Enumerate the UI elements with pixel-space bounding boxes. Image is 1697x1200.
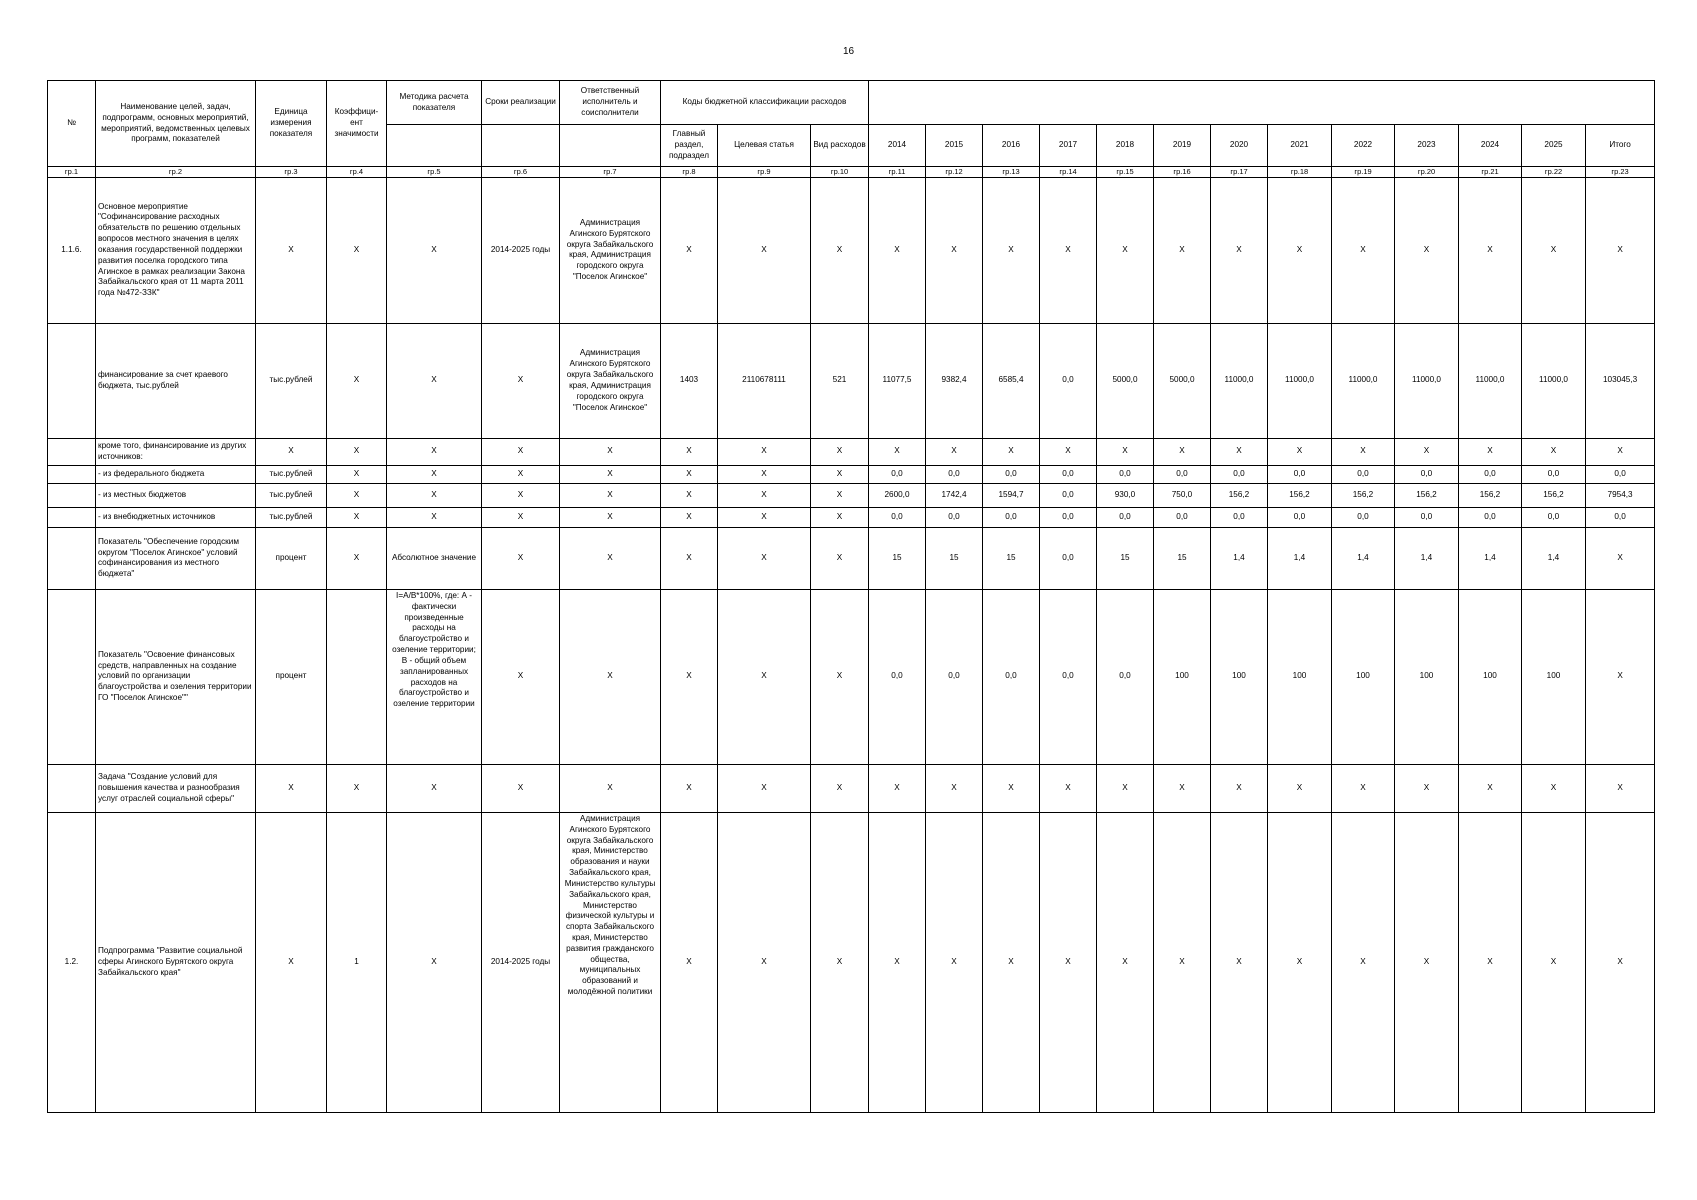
cell-year-value: Х bbox=[926, 177, 983, 323]
indicators-table bbox=[47, 80, 1655, 1113]
cell-kind: Х bbox=[811, 812, 869, 1112]
cell-article: Х bbox=[718, 812, 811, 1112]
cell-total: 0,0 bbox=[1586, 507, 1655, 527]
cell-unit: тыс.рублей bbox=[256, 323, 327, 438]
cell-method: Х bbox=[387, 507, 482, 527]
header-years-group bbox=[869, 81, 1655, 125]
cell-terms: Х bbox=[482, 323, 560, 438]
header-method-blank bbox=[387, 125, 482, 167]
cell-year-value: 100 bbox=[1395, 589, 1459, 764]
cell-year-value: Х bbox=[1395, 812, 1459, 1112]
cell-article: Х bbox=[718, 177, 811, 323]
cell-year-value: Х bbox=[983, 764, 1040, 812]
cell-name: - из местных бюджетов bbox=[96, 483, 256, 507]
table-row bbox=[48, 527, 1655, 589]
cell-year-value: 11000,0 bbox=[1211, 323, 1268, 438]
cell-year-value: 0,0 bbox=[1040, 527, 1097, 589]
cell-section: Х bbox=[661, 177, 718, 323]
header-method: Методика расчета показателя bbox=[387, 81, 482, 125]
cell-year-value: 0,0 bbox=[1040, 483, 1097, 507]
header-coef: Коэффици-ент значимости bbox=[327, 81, 387, 167]
cell-resp: Администрация Агинского Бурятского округа Забайкальского края, Администрация городского округа "Поселок Агинское" bbox=[560, 323, 661, 438]
cell-year-value: 1742,4 bbox=[926, 483, 983, 507]
cell-year-value: 100 bbox=[1154, 589, 1211, 764]
cell-total: Х bbox=[1586, 764, 1655, 812]
cell-year-value: Х bbox=[1154, 177, 1211, 323]
cell-year-value: Х bbox=[1332, 438, 1395, 465]
cell-unit: процент bbox=[256, 589, 327, 764]
cell-method: Х bbox=[387, 483, 482, 507]
col-number: гр.7 bbox=[560, 167, 661, 178]
cell-total: 0,0 bbox=[1586, 465, 1655, 483]
cell-kind: Х bbox=[811, 764, 869, 812]
col-number: гр.20 bbox=[1395, 167, 1459, 178]
cell-year-value: 100 bbox=[1211, 589, 1268, 764]
cell-terms: Х bbox=[482, 465, 560, 483]
cell-year-value: 11077,5 bbox=[869, 323, 926, 438]
cell-year-value: 156,2 bbox=[1395, 483, 1459, 507]
cell-year-value: 100 bbox=[1459, 589, 1522, 764]
cell-year-value: 1594,7 bbox=[983, 483, 1040, 507]
cell-coef: Х bbox=[327, 507, 387, 527]
cell-year-value: 0,0 bbox=[1097, 507, 1154, 527]
cell-resp: Х bbox=[560, 465, 661, 483]
cell-year-value: 11000,0 bbox=[1459, 323, 1522, 438]
cell-coef: Х bbox=[327, 764, 387, 812]
col-number: гр.17 bbox=[1211, 167, 1268, 178]
cell-section: Х bbox=[661, 507, 718, 527]
cell-kind: Х bbox=[811, 589, 869, 764]
cell-article: Х bbox=[718, 589, 811, 764]
cell-year-value: Х bbox=[1395, 764, 1459, 812]
cell-terms: Х bbox=[482, 483, 560, 507]
cell-year-value: 100 bbox=[1522, 589, 1586, 764]
cell-year-value: Х bbox=[1154, 438, 1211, 465]
col-number: гр.18 bbox=[1268, 167, 1332, 178]
table-row bbox=[48, 507, 1655, 527]
cell-section: 1403 bbox=[661, 323, 718, 438]
cell-year-value: Х bbox=[1459, 812, 1522, 1112]
cell-year-value: 0,0 bbox=[1459, 507, 1522, 527]
cell-name: Задача "Создание условий для повышения качества и разнообразия услуг отраслей социальной сферы" bbox=[96, 764, 256, 812]
cell-year-value: Х bbox=[1154, 764, 1211, 812]
cell-method: Х bbox=[387, 812, 482, 1112]
col-number: гр.15 bbox=[1097, 167, 1154, 178]
header-year: 2019 bbox=[1154, 125, 1211, 167]
cell-kind: Х bbox=[811, 465, 869, 483]
cell-kind: Х bbox=[811, 527, 869, 589]
cell-unit: Х bbox=[256, 177, 327, 323]
cell-year-value: 156,2 bbox=[1211, 483, 1268, 507]
cell-year-value: Х bbox=[1268, 438, 1332, 465]
cell-coef: Х bbox=[327, 177, 387, 323]
cell-year-value: 0,0 bbox=[983, 589, 1040, 764]
cell-year-value: Х bbox=[1211, 177, 1268, 323]
cell-num bbox=[48, 764, 96, 812]
cell-year-value: Х bbox=[1395, 438, 1459, 465]
cell-year-value: 0,0 bbox=[1040, 465, 1097, 483]
table-row bbox=[48, 438, 1655, 465]
table-row bbox=[48, 177, 1655, 323]
cell-total: Х bbox=[1586, 812, 1655, 1112]
cell-year-value: Х bbox=[869, 764, 926, 812]
cell-terms: 2014-2025 годы bbox=[482, 177, 560, 323]
cell-terms: 2014-2025 годы bbox=[482, 812, 560, 1112]
cell-year-value: 15 bbox=[1154, 527, 1211, 589]
cell-article: Х bbox=[718, 483, 811, 507]
table-row bbox=[48, 465, 1655, 483]
cell-method: I=A/B*100%, где: А - фактически произведенные расходы на благоустройство и озеление территории; В - общий объем запланированных расходов на благоустройство и озеление территории bbox=[387, 589, 482, 764]
cell-total: 7954,3 bbox=[1586, 483, 1655, 507]
cell-year-value: Х bbox=[1459, 177, 1522, 323]
cell-year-value: Х bbox=[1211, 812, 1268, 1112]
cell-article: Х bbox=[718, 507, 811, 527]
cell-method: Х bbox=[387, 764, 482, 812]
cell-terms: Х bbox=[482, 507, 560, 527]
column-numbers-row bbox=[48, 167, 1655, 178]
cell-resp: Х bbox=[560, 438, 661, 465]
header-name: Наименование целей, задач, подпрограмм, основных мероприятий, мероприятий, ведомственных целевых программ, показателей bbox=[96, 81, 256, 167]
cell-name: кроме того, финансирование из других источников: bbox=[96, 438, 256, 465]
cell-year-value: Х bbox=[1040, 764, 1097, 812]
cell-year-value: 0,0 bbox=[926, 589, 983, 764]
cell-year-value: 0,0 bbox=[1211, 507, 1268, 527]
cell-year-value: 1,4 bbox=[1395, 527, 1459, 589]
cell-year-value: 930,0 bbox=[1097, 483, 1154, 507]
cell-year-value: Х bbox=[983, 438, 1040, 465]
cell-year-value: Х bbox=[1332, 177, 1395, 323]
cell-section: Х bbox=[661, 589, 718, 764]
cell-year-value: 0,0 bbox=[1332, 507, 1395, 527]
header-year: 2024 bbox=[1459, 125, 1522, 167]
cell-year-value: 0,0 bbox=[1459, 465, 1522, 483]
cell-year-value: 0,0 bbox=[983, 465, 1040, 483]
cell-terms: Х bbox=[482, 438, 560, 465]
cell-unit: Х bbox=[256, 812, 327, 1112]
cell-year-value: Х bbox=[983, 177, 1040, 323]
cell-terms: Х bbox=[482, 527, 560, 589]
cell-year-value: 0,0 bbox=[926, 507, 983, 527]
cell-num bbox=[48, 465, 96, 483]
header-year: 2020 bbox=[1211, 125, 1268, 167]
cell-year-value: 11000,0 bbox=[1268, 323, 1332, 438]
header-resp-blank bbox=[560, 125, 661, 167]
cell-year-value: 750,0 bbox=[1154, 483, 1211, 507]
cell-unit: Х bbox=[256, 764, 327, 812]
cell-method: Х bbox=[387, 323, 482, 438]
cell-article: Х bbox=[718, 465, 811, 483]
cell-year-value: 1,4 bbox=[1268, 527, 1332, 589]
cell-year-value: Х bbox=[983, 812, 1040, 1112]
col-number: гр.1 bbox=[48, 167, 96, 178]
header-section: Главный раздел, подраздел bbox=[661, 125, 718, 167]
col-number: гр.22 bbox=[1522, 167, 1586, 178]
header-year: 2014 bbox=[869, 125, 926, 167]
cell-year-value: Х bbox=[1040, 438, 1097, 465]
cell-year-value: 9382,4 bbox=[926, 323, 983, 438]
cell-year-value: Х bbox=[1040, 177, 1097, 323]
cell-year-value: Х bbox=[1332, 764, 1395, 812]
cell-unit: процент bbox=[256, 527, 327, 589]
cell-num: 1.1.6. bbox=[48, 177, 96, 323]
cell-article: 2110678111 bbox=[718, 323, 811, 438]
col-number: гр.4 bbox=[327, 167, 387, 178]
cell-num: 1.2. bbox=[48, 812, 96, 1112]
cell-year-value: 5000,0 bbox=[1154, 323, 1211, 438]
cell-year-value: Х bbox=[869, 438, 926, 465]
cell-year-value: 100 bbox=[1268, 589, 1332, 764]
cell-total: Х bbox=[1586, 177, 1655, 323]
cell-terms: Х bbox=[482, 764, 560, 812]
cell-resp: Х bbox=[560, 527, 661, 589]
cell-year-value: Х bbox=[1211, 764, 1268, 812]
cell-year-value: Х bbox=[926, 764, 983, 812]
cell-year-value: 0,0 bbox=[1154, 507, 1211, 527]
cell-year-value: 0,0 bbox=[1395, 507, 1459, 527]
header-article: Целевая статья bbox=[718, 125, 811, 167]
col-number: гр.3 bbox=[256, 167, 327, 178]
cell-year-value: Х bbox=[1154, 812, 1211, 1112]
cell-year-value: 2600,0 bbox=[869, 483, 926, 507]
cell-year-value: 11000,0 bbox=[1332, 323, 1395, 438]
cell-year-value: Х bbox=[1268, 177, 1332, 323]
col-number: гр.11 bbox=[869, 167, 926, 178]
header-total: Итого bbox=[1586, 125, 1655, 167]
cell-method: Абсолютное значение bbox=[387, 527, 482, 589]
col-number: гр.5 bbox=[387, 167, 482, 178]
cell-resp: Администрация Агинского Бурятского округа Забайкальского края, Министерство образования и науки Забайкальского края, Министерство культуры Забайкальского края, Министерство физической культуры и спорта Забайкальского края, Министерство развития гражданского общества, муниципальных образований и молодёжной политики bbox=[560, 812, 661, 1112]
cell-num bbox=[48, 589, 96, 764]
table-row bbox=[48, 764, 1655, 812]
cell-year-value: 0,0 bbox=[1040, 589, 1097, 764]
page-number: 16 bbox=[842, 46, 855, 57]
cell-section: Х bbox=[661, 465, 718, 483]
cell-year-value: 156,2 bbox=[1268, 483, 1332, 507]
cell-total: Х bbox=[1586, 438, 1655, 465]
cell-year-value: Х bbox=[1097, 764, 1154, 812]
cell-coef: 1 bbox=[327, 812, 387, 1112]
cell-year-value: 1,4 bbox=[1211, 527, 1268, 589]
cell-year-value: Х bbox=[1332, 812, 1395, 1112]
cell-kind: 521 bbox=[811, 323, 869, 438]
cell-year-value: 6585,4 bbox=[983, 323, 1040, 438]
cell-year-value: Х bbox=[1040, 812, 1097, 1112]
cell-year-value: 1,4 bbox=[1332, 527, 1395, 589]
cell-coef: Х bbox=[327, 465, 387, 483]
cell-resp: Х bbox=[560, 589, 661, 764]
cell-year-value: 0,0 bbox=[1040, 323, 1097, 438]
cell-method: Х bbox=[387, 177, 482, 323]
cell-name: - из федерального бюджета bbox=[96, 465, 256, 483]
cell-year-value: 11000,0 bbox=[1395, 323, 1459, 438]
col-number: гр.23 bbox=[1586, 167, 1655, 178]
cell-year-value: 0,0 bbox=[1395, 465, 1459, 483]
header-year: 2018 bbox=[1097, 125, 1154, 167]
cell-name: Показатель "Освоение финансовых средств, направленных на создание условий по организации благоустройства и озеления территории ГО "Поселок Агинское"" bbox=[96, 589, 256, 764]
col-number: гр.8 bbox=[661, 167, 718, 178]
col-number: гр.9 bbox=[718, 167, 811, 178]
cell-year-value: Х bbox=[926, 438, 983, 465]
cell-article: Х bbox=[718, 764, 811, 812]
cell-year-value: 1,4 bbox=[1522, 527, 1586, 589]
cell-year-value: Х bbox=[1268, 764, 1332, 812]
cell-year-value: Х bbox=[1097, 438, 1154, 465]
table-row bbox=[48, 812, 1655, 1112]
header-year: 2017 bbox=[1040, 125, 1097, 167]
col-number: гр.6 bbox=[482, 167, 560, 178]
cell-terms: Х bbox=[482, 589, 560, 764]
cell-year-value: Х bbox=[869, 812, 926, 1112]
cell-year-value: Х bbox=[1522, 764, 1586, 812]
cell-kind: Х bbox=[811, 483, 869, 507]
cell-year-value: 100 bbox=[1332, 589, 1395, 764]
cell-year-value: 0,0 bbox=[1040, 507, 1097, 527]
cell-year-value: 0,0 bbox=[1097, 465, 1154, 483]
cell-year-value: 15 bbox=[869, 527, 926, 589]
cell-year-value: Х bbox=[1268, 812, 1332, 1112]
cell-year-value: Х bbox=[1522, 438, 1586, 465]
col-number: гр.10 bbox=[811, 167, 869, 178]
cell-total: Х bbox=[1586, 589, 1655, 764]
cell-year-value: Х bbox=[1459, 764, 1522, 812]
header-year: 2021 bbox=[1268, 125, 1332, 167]
cell-section: Х bbox=[661, 527, 718, 589]
cell-unit: тыс.рублей bbox=[256, 483, 327, 507]
cell-resp: Х bbox=[560, 483, 661, 507]
cell-year-value: Х bbox=[1211, 438, 1268, 465]
table-row bbox=[48, 589, 1655, 764]
header-row-1 bbox=[48, 81, 1655, 125]
col-number: гр.21 bbox=[1459, 167, 1522, 178]
header-year: 2015 bbox=[926, 125, 983, 167]
cell-year-value: 156,2 bbox=[1332, 483, 1395, 507]
cell-kind: Х bbox=[811, 507, 869, 527]
header-resp: Ответственный исполнитель и соисполнители bbox=[560, 81, 661, 125]
col-number: гр.12 bbox=[926, 167, 983, 178]
cell-year-value: 0,0 bbox=[1522, 465, 1586, 483]
header-unit: Единица измерения показателя bbox=[256, 81, 327, 167]
cell-year-value: Х bbox=[1097, 177, 1154, 323]
cell-section: Х bbox=[661, 483, 718, 507]
cell-method: Х bbox=[387, 438, 482, 465]
col-number: гр.19 bbox=[1332, 167, 1395, 178]
cell-year-value: 15 bbox=[1097, 527, 1154, 589]
cell-resp: Х bbox=[560, 764, 661, 812]
cell-coef bbox=[327, 589, 387, 764]
cell-year-value: 156,2 bbox=[1459, 483, 1522, 507]
cell-year-value: 5000,0 bbox=[1097, 323, 1154, 438]
header-num: № bbox=[48, 81, 96, 167]
cell-year-value: 0,0 bbox=[1211, 465, 1268, 483]
cell-year-value: 0,0 bbox=[869, 507, 926, 527]
cell-year-value: Х bbox=[1395, 177, 1459, 323]
cell-year-value: Х bbox=[1459, 438, 1522, 465]
cell-section: Х bbox=[661, 764, 718, 812]
cell-num bbox=[48, 323, 96, 438]
cell-year-value: 15 bbox=[983, 527, 1040, 589]
cell-year-value: 15 bbox=[926, 527, 983, 589]
cell-coef: Х bbox=[327, 527, 387, 589]
cell-coef: Х bbox=[327, 323, 387, 438]
cell-year-value: Х bbox=[1522, 812, 1586, 1112]
cell-name: Подпрограмма "Развитие социальной сферы Агинского Бурятского округа Забайкальского края" bbox=[96, 812, 256, 1112]
cell-unit: тыс.рублей bbox=[256, 507, 327, 527]
cell-coef: Х bbox=[327, 438, 387, 465]
cell-name: финансирование за счет краевого бюджета, тыс.рублей bbox=[96, 323, 256, 438]
cell-name: Основное мероприятие "Софинансирование расходных обязательств по решению отдельных вопросов местного значения в целях оказания государственной поддержки развития поселка городского типа Агинское в рамках реализации Закона Забайкальского края от 11 марта 2011 года №472-ЗЗК" bbox=[96, 177, 256, 323]
header-terms: Сроки реализации bbox=[482, 81, 560, 125]
cell-year-value: 0,0 bbox=[983, 507, 1040, 527]
cell-year-value: Х bbox=[1097, 812, 1154, 1112]
cell-article: Х bbox=[718, 438, 811, 465]
header-year: 2023 bbox=[1395, 125, 1459, 167]
cell-year-value: Х bbox=[1522, 177, 1586, 323]
cell-section: Х bbox=[661, 812, 718, 1112]
cell-num bbox=[48, 438, 96, 465]
col-number: гр.2 bbox=[96, 167, 256, 178]
header-year: 2025 bbox=[1522, 125, 1586, 167]
cell-resp: Х bbox=[560, 507, 661, 527]
cell-method: Х bbox=[387, 465, 482, 483]
col-number: гр.16 bbox=[1154, 167, 1211, 178]
cell-kind: Х bbox=[811, 177, 869, 323]
cell-year-value: 11000,0 bbox=[1522, 323, 1586, 438]
col-number: гр.13 bbox=[983, 167, 1040, 178]
cell-total: Х bbox=[1586, 527, 1655, 589]
cell-num bbox=[48, 483, 96, 507]
cell-num bbox=[48, 527, 96, 589]
header-year: 2022 bbox=[1332, 125, 1395, 167]
cell-year-value: Х bbox=[869, 177, 926, 323]
cell-year-value: 0,0 bbox=[1268, 507, 1332, 527]
cell-year-value: 0,0 bbox=[1154, 465, 1211, 483]
header-year: 2016 bbox=[983, 125, 1040, 167]
cell-year-value: 0,0 bbox=[926, 465, 983, 483]
cell-num bbox=[48, 507, 96, 527]
table-row bbox=[48, 323, 1655, 438]
cell-year-value: 0,0 bbox=[1097, 589, 1154, 764]
cell-year-value: 1,4 bbox=[1459, 527, 1522, 589]
col-number: гр.14 bbox=[1040, 167, 1097, 178]
header-kind: Вид расходов bbox=[811, 125, 869, 167]
cell-article: Х bbox=[718, 527, 811, 589]
cell-year-value: 156,2 bbox=[1522, 483, 1586, 507]
cell-section: Х bbox=[661, 438, 718, 465]
cell-year-value: 0,0 bbox=[1522, 507, 1586, 527]
cell-year-value: Х bbox=[926, 812, 983, 1112]
cell-kind: Х bbox=[811, 438, 869, 465]
cell-year-value: 0,0 bbox=[869, 589, 926, 764]
cell-year-value: 0,0 bbox=[1268, 465, 1332, 483]
cell-year-value: 0,0 bbox=[1332, 465, 1395, 483]
header-terms-blank bbox=[482, 125, 560, 167]
cell-unit: Х bbox=[256, 438, 327, 465]
cell-name: Показатель "Обеспечение городским округом "Поселок Агинское" условий софинансирования из местного бюджета" bbox=[96, 527, 256, 589]
cell-coef: Х bbox=[327, 483, 387, 507]
cell-resp: Администрация Агинского Бурятского округа Забайкальского края, Администрация городского округа "Поселок Агинское" bbox=[560, 177, 661, 323]
cell-name: - из внебюджетных источников bbox=[96, 507, 256, 527]
cell-year-value: 0,0 bbox=[869, 465, 926, 483]
cell-total: 103045,3 bbox=[1586, 323, 1655, 438]
table-row bbox=[48, 483, 1655, 507]
cell-unit: тыс.рублей bbox=[256, 465, 327, 483]
header-codes: Коды бюджетной классификации расходов bbox=[661, 81, 869, 125]
